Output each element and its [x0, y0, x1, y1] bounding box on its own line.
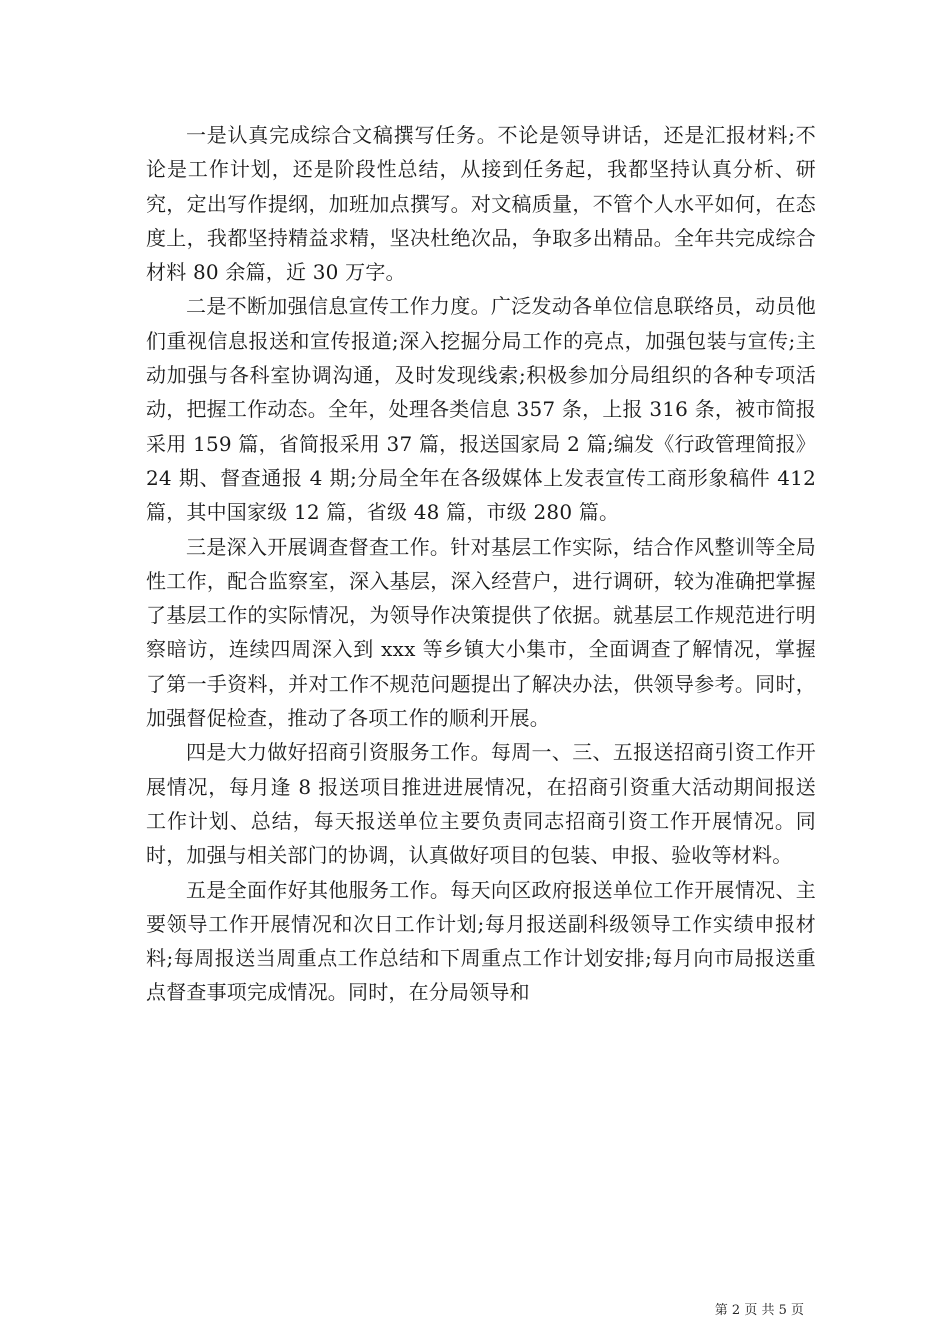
paragraph-5: 五是全面作好其他服务工作。每天向区政府报送单位工作开展情况、主要领导工作开展情况和次日工作计划;每月报送副科级领导工作实绩申报材料;每周报送当周重点工作总结和下周重点工作计划安排;每月向市局报送重点督查事项完成情况。同时，在分局领导和 [146, 877, 816, 1005]
paragraph-3: 三是深入开展调查督查工作。针对基层工作实际，结合作风整训等全局性工作，配合监察室，深入基层，深入经营户，进行调研，较为准确把掌握了基层工作的实际情况，为领导作决策提供了依据。就基层工作规范进行明察暗访，连续四周深入到 xxx 等乡镇大小集市，全面调查了解情况，掌握了第一手资料，并对工作不规范问题提出了解决办法，供领导参考。同时，加强督促检查，推动了各项工作的顺利开展。 [146, 534, 816, 731]
document-body [146, 118, 816, 1010]
paragraph-1: 一是认真完成综合文稿撰写任务。不论是领导讲话，还是汇报材料;不论是工作计划，还是阶段性总结，从接到任务起，我都坚持认真分析、研究，定出写作提纲，加班加点撰写。对文稿质量，不管个人水平如何，在态度上，我都坚持精益求精，坚决杜绝次品，争取多出精品。全年共完成综合材料 80 余篇，近 30 万字。 [146, 123, 816, 285]
page-number-footer: 第 2 页 共 5 页 [714, 1303, 804, 1318]
paragraph-2: 二是不断加强信息宣传工作力度。广泛发动各单位信息联络员，动员他们重视信息报送和宣传报道;深入挖掘分局工作的亮点，加强包装与宣传;主动加强与各科室协调沟通，及时发现线索;积极参加分局组织的各种专项活动，把握工作动态。全年，处理各类信息 357 条，上报 316 条，被市简报采用 159 篇，省简报采用 37 篇，报送国家局 2 篇;编发《行政管理简报》24 期、督查通报 4 期;分局全年在各级媒体上发表宣传工商形象稿件 412 篇，其中国家级 12 篇，省级 48 篇，市级 280 篇。 [146, 294, 816, 525]
paragraph-4: 四是大力做好招商引资服务工作。每周一、三、五报送招商引资工作开展情况，每月逢 8 报送项目推进进展情况，在招商引资重大活动期间报送工作计划、总结，每天报送单位主要负责同志招商引资工作开展情况。同时，加强与相关部门的协调，认真做好项目的包装、申报、验收等材料。 [146, 740, 816, 868]
